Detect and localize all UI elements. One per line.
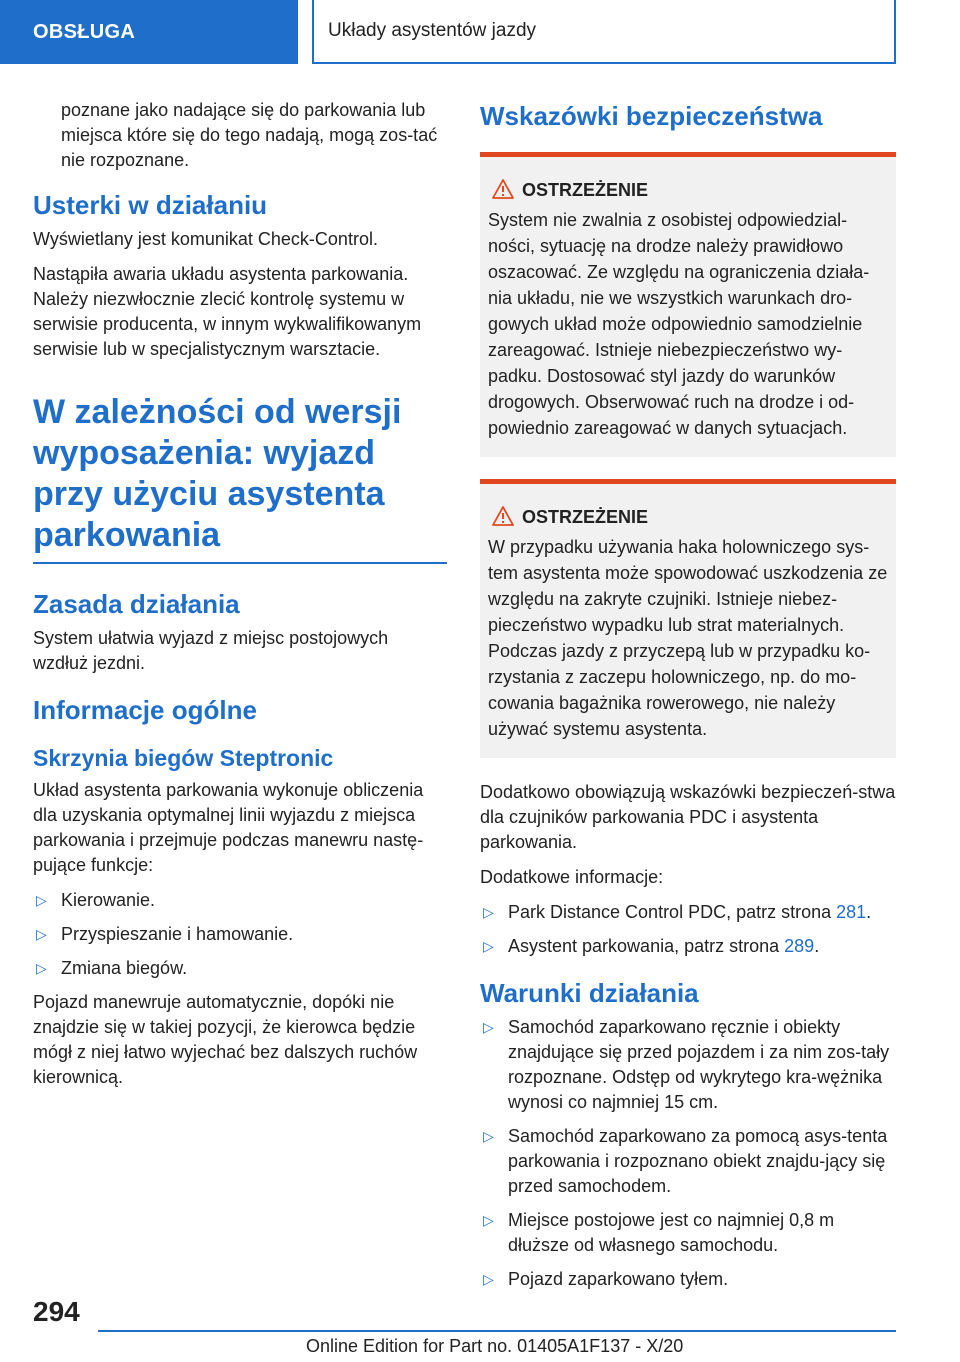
bullet-icon: ▷ (483, 1212, 494, 1228)
closing-paragraph: Pojazd manewruje automatycznie, dopóki nie znajdzie się w takiej pozycji, że kierowca będzie mógł z niej łatwo wyjechać bez dalszych ruchów kierownicą. (33, 992, 418, 1087)
warning-title-2: OSTRZEŻENIE (488, 504, 888, 530)
warning-icon (492, 179, 514, 199)
page-link-289[interactable]: 289 (784, 936, 815, 956)
warning-box-1 (480, 152, 896, 457)
general-info-heading: Informacje ogólne (33, 695, 257, 725)
list-item: ▷ Zmiana biegów. (33, 956, 447, 981)
extra-paragraph-1: Dodatkowo obowiązują wskazówki bezpieczeń-stwa dla czujników parkowania PDC i asystenta parkowania. (480, 782, 896, 852)
bullet-icon: ▷ (483, 1128, 494, 1144)
warning-icon (492, 506, 514, 526)
left-column (33, 98, 447, 1100)
safety-heading: Wskazówki bezpieczeństwa (480, 101, 823, 131)
gearbox-heading: Skrzynia biegów Steptronic (33, 745, 334, 771)
edition-note: Online Edition for Part no. 01405A1F137 - X/20 (306, 1336, 684, 1356)
list-item: ▷ Samochód zaparkowano ręcznie i obiekty znajdujące się przed pojazdem i za nim zos-tały rozpoznane. Odstęp od wykrytego kra-wężnika wynosi co najmniej 15 cm. (483, 1017, 890, 1112)
chapter-header (312, 0, 896, 64)
conditions-list (480, 1015, 896, 1292)
warning-text-2: W przypadku używania haka holowniczego sys-tem asystenta może spowodować uszkodzenia ze względu na zakryte czujniki. Istnieje niebez-pieczeństwo wypadku lub strat materialnych. Podczas jazdy z przyczepą lub w przypadku ko-rzystania z zaczepu holowniczego, np. do mo-cowania bagażnika rowerowego, nie należy używać systemu asystenta. (488, 537, 888, 739)
intro-paragraph: poznane jako nadające się do parkowania lub miejsca które się do tego nadają, mogą zos-tać nie rozpoznane. (61, 100, 438, 170)
gearbox-paragraph: Układ asystenta parkowania wykonuje obliczenia dla uzyskania optymalnej linii wyjazdu z miejsca parkowania i przejmuje podczas manewru nastę-pujące funkcje: (33, 780, 424, 875)
conditions-heading: Warunki działania (480, 978, 699, 1008)
warning-box-2 (480, 479, 896, 758)
section-tab (0, 0, 298, 64)
list-item: ▷ Pojazd zaparkowano tyłem. (480, 1267, 896, 1292)
list-item: ▷ Miejsce postojowe jest co najmniej 0,8 m dłuższe od własnego samochodu. (483, 1210, 835, 1255)
bullet-icon: ▷ (36, 960, 47, 976)
extra-paragraph-2: Dodatkowe informacje: (480, 867, 664, 887)
chapter-section-heading: W zależności od wersji wyposażenia: wyjazd przy użyciu asystenta parkowania (33, 392, 447, 564)
bullet-icon: ▷ (483, 1019, 494, 1035)
bullet-icon: ▷ (36, 926, 47, 942)
list-item: ▷ Park Distance Control PDC, patrz strona 281. (480, 900, 896, 925)
right-column (480, 98, 896, 1301)
principle-paragraph: System ułatwia wyjazd z miejsc postojowych wzdłuż jezdni. (33, 628, 389, 673)
bullet-icon: ▷ (483, 904, 494, 920)
bullet-icon: ▷ (36, 892, 47, 908)
faults-heading: Usterki w działaniu (33, 190, 268, 220)
page-number: 294 (33, 1296, 80, 1327)
bullet-icon: ▷ (483, 938, 494, 954)
list-item: ▷ Kierowanie. (33, 888, 447, 913)
warning-text-1: System nie zwalnia z osobistej odpowiedzial-ności, sytuację na drodze należy prawidłowo oszacować. Ze względu na ograniczenia działa-nia układu, nie we wszystkich warunkach dro-gowych układ może odpowiednio samodzielnie zareagować. Istnieje niebezpieczeństwo wy-padku. Dostosować styl jazdy do warunków drogowych. Obserwować ruch na drodze i od-powiednio zareagować w danych sytuacjach. (488, 210, 870, 438)
bullet-icon: ▷ (483, 1271, 494, 1287)
chapter-title: Układy asystentów jazdy (328, 20, 537, 41)
principle-heading: Zasada działania (33, 589, 240, 619)
footer-divider (98, 1330, 896, 1332)
functions-list (33, 888, 447, 981)
references-list (480, 900, 896, 959)
list-item: ▷ Przyspieszanie i hamowanie. (33, 922, 447, 947)
faults-paragraph-2: Nastąpiła awaria układu asystenta parkowania. Należy niezwłocznie zlecić kontrolę systemu w serwisie producenta, w innym wykwalifikowanym serwisie lub w specjalistycznym warsztacie. (33, 264, 422, 359)
section-label: OBSŁUGA (33, 20, 136, 43)
list-item: ▷ Asystent parkowania, patrz strona 289. (480, 934, 896, 959)
page-link-281[interactable]: 281 (836, 902, 867, 922)
list-item: ▷ Samochód zaparkowano za pomocą asys-tenta parkowania i rozpoznano obiekt znajdu-jący się przed samochodem. (483, 1126, 888, 1196)
warning-title-1: OSTRZEŻENIE (488, 177, 888, 203)
faults-paragraph-1: Wyświetlany jest komunikat Check-Control. (33, 229, 378, 249)
